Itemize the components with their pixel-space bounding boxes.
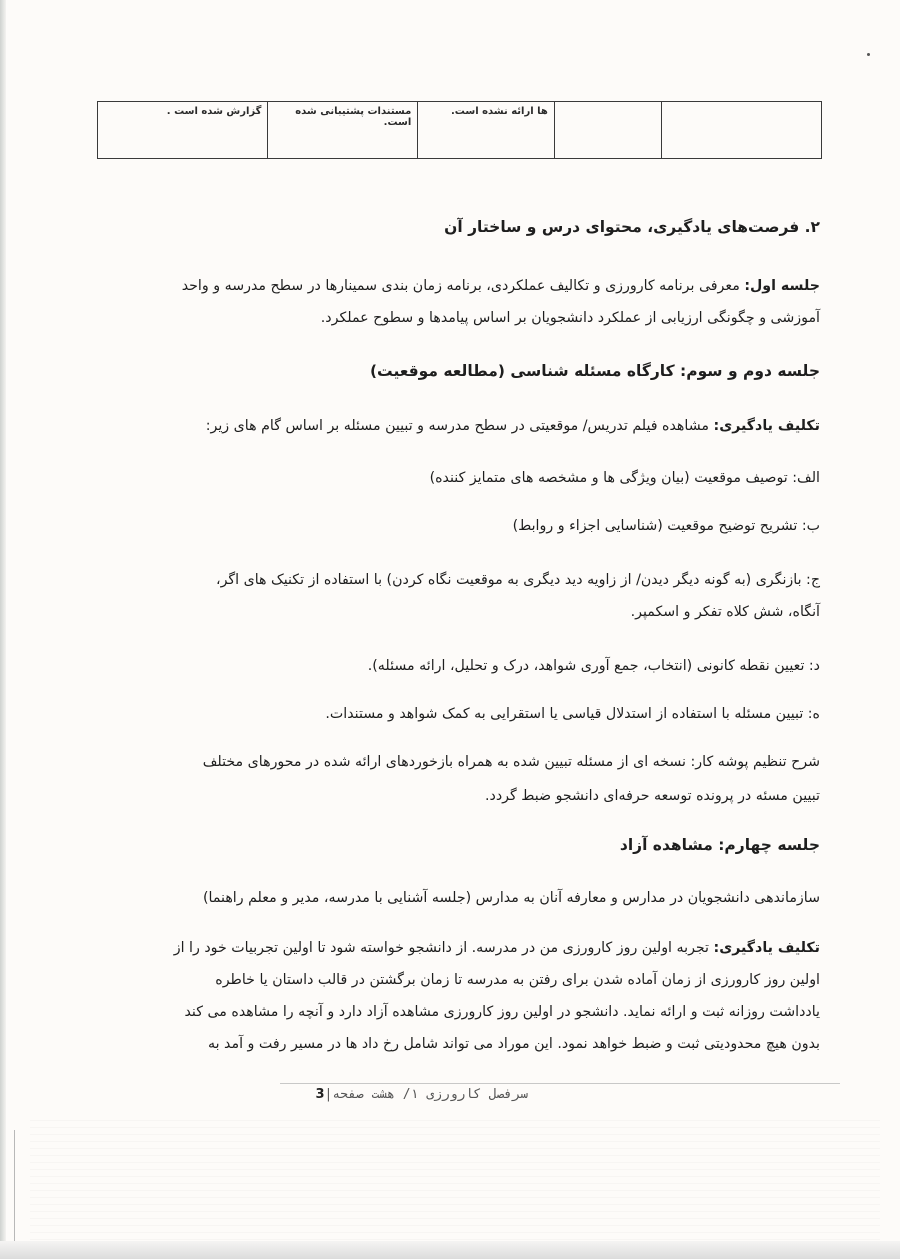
- page-number: 3: [315, 1087, 325, 1102]
- table-cell: [661, 102, 821, 159]
- page-footer: [315, 1087, 528, 1102]
- session-4-task: [80, 932, 820, 1060]
- scan-speck: [867, 53, 870, 56]
- session-1-line-2: آموزشی و چگونگی ارزیابی از عملکرد دانشجویان بر اساس پیامدها و سطوح عملکرد.: [320, 310, 820, 326]
- session-4-heading: جلسه چهارم: مشاهده آزاد: [619, 836, 820, 854]
- task-label: تکلیف یادگیری:: [713, 418, 820, 434]
- session-4-task-line-2: اولین روز کارورزی از زمان آماده شدن برای رفتن به مدرسه تا زمان برگشتن در قالب داستان یا خاطره: [215, 972, 820, 988]
- table-cell: [554, 102, 661, 159]
- step-be: ب: تشریح توضیح موقعیت (شناسایی اجزاء و روابط): [512, 518, 820, 534]
- task-label: تکلیف یادگیری:: [713, 940, 820, 956]
- table-cell: مستندات پشتیبانی شده است.: [268, 102, 418, 159]
- assessment-table-fragment: [97, 101, 822, 159]
- step-he: ه: تبیین مسئله با استفاده از استدلال قیاسی یا استقرایی به کمک شواهد و مستندات.: [325, 706, 820, 722]
- session-4-task-line-4: بدون هیچ محدودیتی ثبت و ضبط خواهد نمود. این موراد می تواند شامل رخ داد ها در مسیر رفت و آمد به: [207, 1036, 820, 1052]
- session-1-label: جلسه اول:: [744, 278, 820, 294]
- portfolio-line-1: شرح تنظیم پوشه کار: نسخه ای از مسئله تبیین شده به همراه بازخوردهای ارائه شده در محورهای مختلف: [202, 754, 820, 770]
- footer-divider: [280, 1083, 840, 1084]
- scan-bleed-through: [30, 1120, 880, 1240]
- session-2-3-task: تکلیف یادگیری: مشاهده فیلم تدریس/ موقعیتی در سطح مدرسه و تبیین مسئله بر اساس گام های زیر:: [205, 418, 820, 434]
- session-2-3-heading: جلسه دوم و سوم: کارگاه مسئله شناسی (مطالعه موقعیت): [369, 362, 820, 380]
- step-alef: الف: توصیف موقعیت (بیان ویژگی ها و مشخصه های متمایز کننده): [429, 470, 820, 486]
- step-jim-line-2: آنگاه، شش کلاه تفکر و اسکمپر.: [630, 604, 820, 620]
- session-1-line-1: جلسه اول: معرفی برنامه کارورزی و تکالیف عملکردی، برنامه زمان بندی سمینارها در سطح مدرسه و واحد: [181, 278, 820, 294]
- scan-bottom-edge: [0, 1241, 900, 1259]
- footer-title: سرفصل کارورزی ۱/ هشت صفحه|: [324, 1087, 528, 1102]
- session-4-intro: سازماندهی دانشجویان در مدارس و معارفه آنان به مدارس (جلسه آشنایی با مدرسه، مدیر و معلم راهنما): [202, 890, 820, 906]
- table-cell: گزارش شده است .: [98, 102, 268, 159]
- table-cell: ها ارائه نشده است.: [418, 102, 555, 159]
- session-4-task-line-1: تکلیف یادگیری: تجربه اولین روز کارورزی من در مدرسه. از دانشجو خواسته شود تا اولین تجربیات خود را از: [173, 940, 820, 956]
- step-jim-line-1: ج: بازنگری (به گونه دیگر دیدن/ از زاویه دید دیگری به موقعیت نگاه کردن) با استفاده از تکنیک های اگر،: [216, 572, 820, 588]
- scan-edge: [0, 0, 6, 1259]
- step-dal: د: تعیین نقطه کانونی (انتخاب، جمع آوری شواهد، درک و تحلیل، ارائه مسئله).: [367, 658, 820, 674]
- table-row: [98, 102, 822, 159]
- section-heading: ۲. فرصت‌های یادگیری، محتوای درس و ساختار آن: [444, 218, 820, 236]
- session-1-paragraph: [80, 270, 820, 334]
- portfolio-line-2: تبیین مسئه در پرونده توسعه حرفه‌ای دانشجو ضبط گردد.: [485, 788, 820, 804]
- session-4-task-line-3: یادداشت روزانه ثبت و ارائه نماید. دانشجو در اولین روز کارورزی مشاهده آزاد دارد و آنچه را مشاهده می کند: [184, 1004, 820, 1020]
